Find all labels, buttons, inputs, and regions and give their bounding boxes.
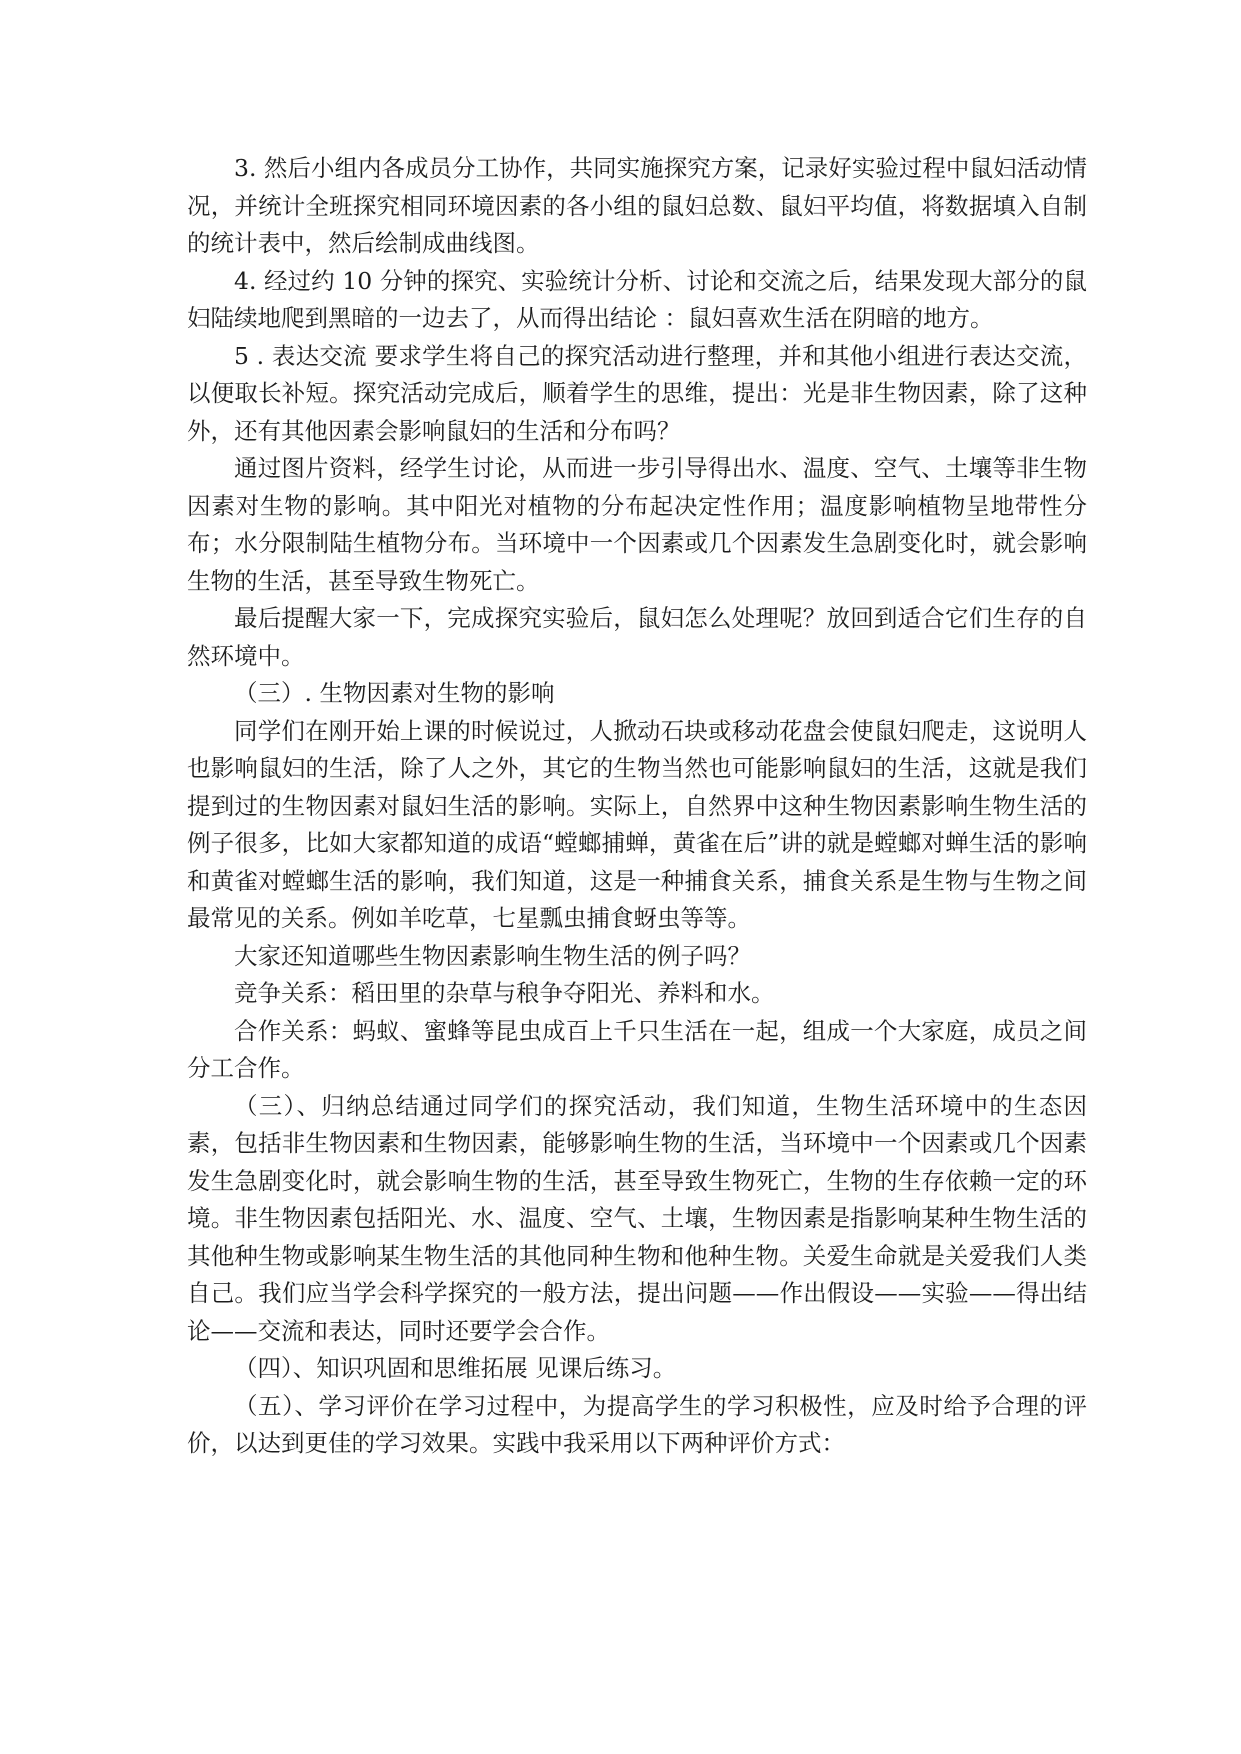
paragraph-consolidation: （四）、知识巩固和思维拓展 见课后练习。 xyxy=(234,1354,677,1382)
paragraph-step-4: 4. 经过约 10 分钟的探究、实验统计分析、讨论和交流之后，结果发现大部分的鼠妇陆续地爬到黑暗的一边去了，从而得出结论 ：鼠妇喜欢生活在阴暗的地方。 xyxy=(187,266,1087,332)
paragraph-reminder: 最后提醒大家一下，完成探究实验后，鼠妇怎么处理呢？放回到适合它们生存的自然环境中。 xyxy=(187,604,1087,670)
section-heading-biotic-factors: （三）. 生物因素对生物的影响 xyxy=(234,679,555,707)
paragraph-evaluation: （五）、学习评价在学习过程中，为提高学生的学习积极性，应及时给予合理的评价，以达到更佳的学习效果。实践中我采用以下两种评价方式： xyxy=(187,1391,1087,1457)
paragraph-question: 大家还知道哪些生物因素影响生物生活的例子吗？ xyxy=(234,941,751,970)
paragraph-abiotic-factors: 通过图片资料，经学生讨论，从而进一步引导得出水、温度、空气、土壤等非生物因素对生物的影响。其中阳光对植物的分布起决定性作用；温度影响植物呈地带性分布；水分限制陆生植物分布。当环境中一个因素或几个因素发生急剧变化时，就会影响生物的生活，甚至导致生物死亡。 xyxy=(187,454,1087,595)
paragraph-biotic-factors: 同学们在刚开始上课的时候说过，人掀动石块或移动花盘会使鼠妇爬走，这说明人也影响鼠妇的生活，除了人之外，其它的生物当然也可能影响鼠妇的生活，这就是我们提到过的生物因素对鼠妇生活的影响。实际上，自然界中这种生物因素影响生物生活的例子很多，比如大家都知道的成语“螳螂捕蝉，黄雀在后”讲的就是螳螂对蝉生活的影响和黄雀对螳螂生活的影响，我们知道，这是一种捕食关系，捕食关系是生物与生物之间最常见的关系。例如羊吃草，七星瓢虫捕食蚜虫等等。 xyxy=(187,716,1087,932)
paragraph-step-5: 5 . 表达交流 要求学生将自己的探究活动进行整理，并和其他小组进行表达交流，以便取长补短。探究活动完成后，顺着学生的思维，提出：光是非生物因素，除了这种外，还有其他因素会影响鼠妇的生活和分布吗？ xyxy=(187,341,1087,445)
paragraph-step-3: 3. 然后小组内各成员分工协作，共同实施探究方案，记录好实验过程中鼠妇活动情况，并统计全班探究相同环境因素的各小组的鼠妇总数、鼠妇平均值，将数据填入自制的统计表中，然后绘制成曲线图。 xyxy=(187,154,1087,257)
document-body xyxy=(187,150,1087,1463)
paragraph-cooperation: 合作关系：蚂蚁、蜜蜂等昆虫成百上千只生活在一起，组成一个大家庭，成员之间分工合作。 xyxy=(187,1016,1087,1082)
paragraph-summary: （三）、归纳总结通过同学们的探究活动，我们知道，生物生活环境中的生态因素，包括非生物因素和生物因素，能够影响生物的生活，当环境中一个因素或几个因素发生急剧变化时，就会影响生物的生活，甚至导致生物死亡，生物的生存依赖一定的环境。非生物因素包括阳光、水、温度、空气、土壤，生物因素是指影响某种生物生活的其他种生物或影响某生物生活的其他同种生物和他种生物。关爱生命就是关爱我们人类自己。我们应当学会科学探究的一般方法，提出问题——作出假设——实验——得出结论——交流和表达，同时还要学会合作。 xyxy=(187,1091,1087,1345)
paragraph-competition: 竞争关系：稻田里的杂草与稂争夺阳光、养料和水。 xyxy=(234,979,775,1007)
